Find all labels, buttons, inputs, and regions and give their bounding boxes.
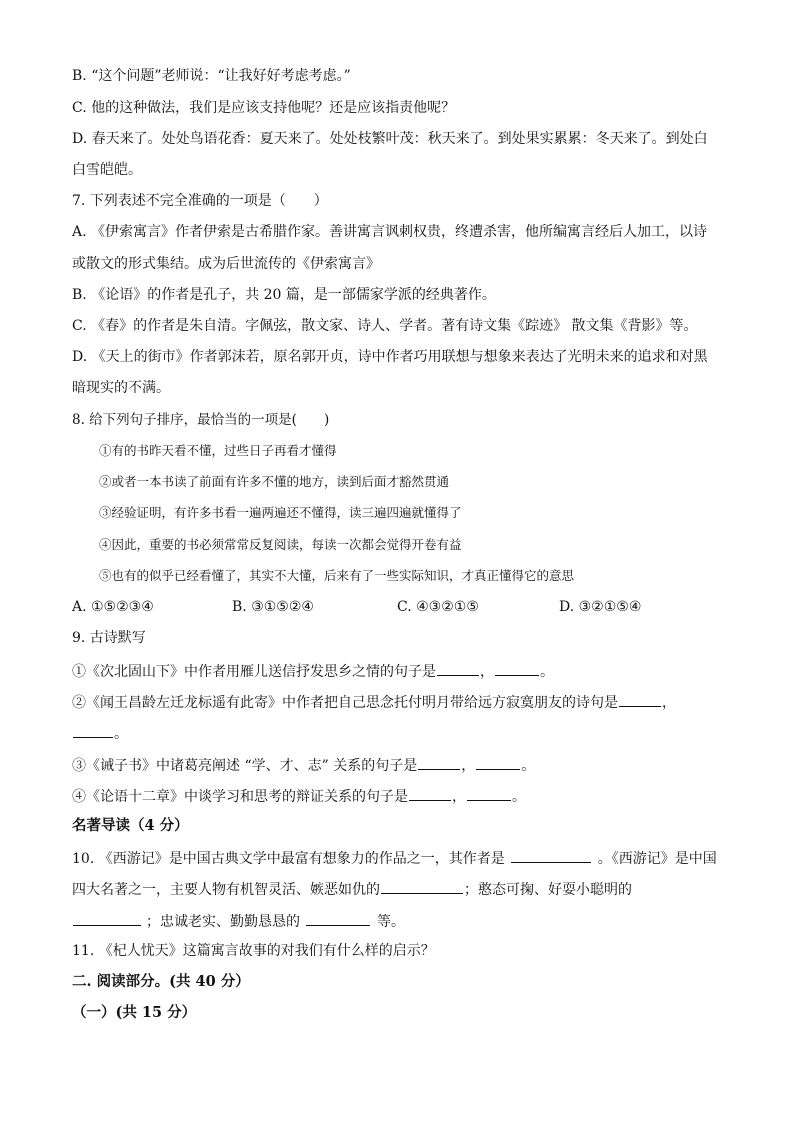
q7-option-d-line1: D. 《天上的街市》作者郭沫若，原名郭开贞，诗中作者巧用联想与想象来表达了光明未来的追求和对黑 (72, 349, 708, 365)
q8-option-a: A. ①⑤②③④ (72, 599, 154, 615)
q8-option-d: D. ③②①⑤④ (559, 599, 642, 615)
q6-option-c: C. 他的这种做法，我们是应该支持他呢？还是应该指责他呢？ (72, 100, 456, 116)
q7-option-a-line2: 或散文的形式集结。成为后世流传的《伊索寓言》 (72, 256, 380, 272)
q10-line1: 10. 《西游记》是中国古典文学中最富有想象力的作品之一，其作者是 。《西游记》是中国 (72, 847, 732, 869)
q8-sentence-2: ②或者一本书读了前面有许多不懂的地方，读到后面才豁然贯通 (99, 474, 450, 489)
answer-blank[interactable] (381, 878, 463, 894)
q9-stem: 9. 古诗默写 (72, 630, 146, 646)
answer-blank[interactable] (437, 660, 479, 676)
q7-option-c: C. 《春》的作者是朱自清。字佩弦，散文家、诗人、学者。著有诗文集《踪迹》 散文集《背影》等。 (72, 318, 698, 334)
q11-stem: 11. 《杞人忧天》这篇寓言故事的对我们有什么样的启示？ (72, 943, 435, 959)
section-heading-reading: 二. 阅读部分。(共 40 分） (72, 973, 250, 990)
answer-blank[interactable] (619, 691, 661, 707)
q10-line3: ；忠诚老实、勤勤恳恳的 等。 (72, 910, 732, 932)
answer-blank[interactable] (306, 910, 370, 926)
answer-blank[interactable] (73, 910, 141, 926)
q9-item-2-line1: ②《闻王昌龄左迁龙标遥有此寄》中作者把自己思念托付明月带给远方寂寞朋友的诗句是 ， (72, 691, 732, 713)
q8-sentence-5: ⑤也有的似乎已经看懂了，其实不大懂，后来有了一些实际知识，才真正懂得它的意思 (99, 568, 575, 583)
q10-line2: 四大名著之一，主要人物有机智灵活、嫉恶如仇的 ；憨态可掬、好耍小聪明的 (72, 878, 732, 900)
q8-sentence-1: ①有的书昨天看不懂，过些日子再看才懂得 (99, 443, 337, 458)
answer-blank[interactable] (467, 785, 511, 801)
answer-blank[interactable] (476, 754, 520, 770)
q8-option-b: B. ③①⑤②④ (232, 599, 314, 615)
section-heading-classics: 名著导读（4 分） (72, 817, 189, 834)
q9-item-2-line2: 。 (72, 722, 732, 744)
q8-option-c: C. ④③②①⑤ (397, 599, 479, 615)
q9-item-3: ③《诫子书》中诸葛亮阐述 “学、才、志” 关系的句子是 ， 。 (72, 754, 732, 776)
q7-option-b: B. 《论语》的作者是孔子，共 20 篇，是一部儒家学派的经典著作。 (72, 287, 496, 303)
answer-blank[interactable] (511, 847, 591, 863)
q8-sentence-3: ③经验证明，有许多书看一遍两遍还不懂得，读三遍四遍就懂得了 (99, 505, 462, 520)
answer-blank[interactable] (418, 754, 460, 770)
q9-item-4: ④《论语十二章》中谈学习和思考的辩证关系的句子是 ， 。 (72, 785, 732, 807)
answer-blank[interactable] (73, 722, 113, 738)
section-heading-reading-part-1: （一）(共 15 分） (72, 1004, 197, 1021)
q8-sentence-4: ④因此，重要的书必须常常反复阅读，每读一次都会觉得开卷有益 (99, 537, 462, 552)
answer-blank[interactable] (495, 660, 539, 676)
q6-option-b: B. “这个问题”老师说：“让我好好考虑考虑。” (72, 68, 351, 84)
q6-option-d-line2: 白雪皑皑。 (72, 162, 142, 178)
q9-item-1: ①《次北固山下》中作者用雁儿送信抒发思乡之情的句子是 ， 。 (72, 660, 732, 682)
q7-stem: 7. 下列表述不完全准确的一项是（ ） (72, 193, 328, 209)
q8-stem: 8. 给下列句子排序，最恰当的一项是( ) (72, 412, 330, 428)
q6-option-d-line1: D. 春天来了。处处鸟语花香：夏天来了。处处枝繁叶茂：秋天来了。到处果实累累：冬天来了。到处白 (72, 131, 708, 147)
q7-option-d-line2: 暗现实的不满。 (72, 380, 170, 396)
answer-blank[interactable] (409, 785, 451, 801)
q7-option-a-line1: A. 《伊索寓言》作者伊索是古希腊作家。善讲寓言讽刺权贵，终遭杀害，他所编寓言经后人加工，以诗 (72, 224, 708, 240)
